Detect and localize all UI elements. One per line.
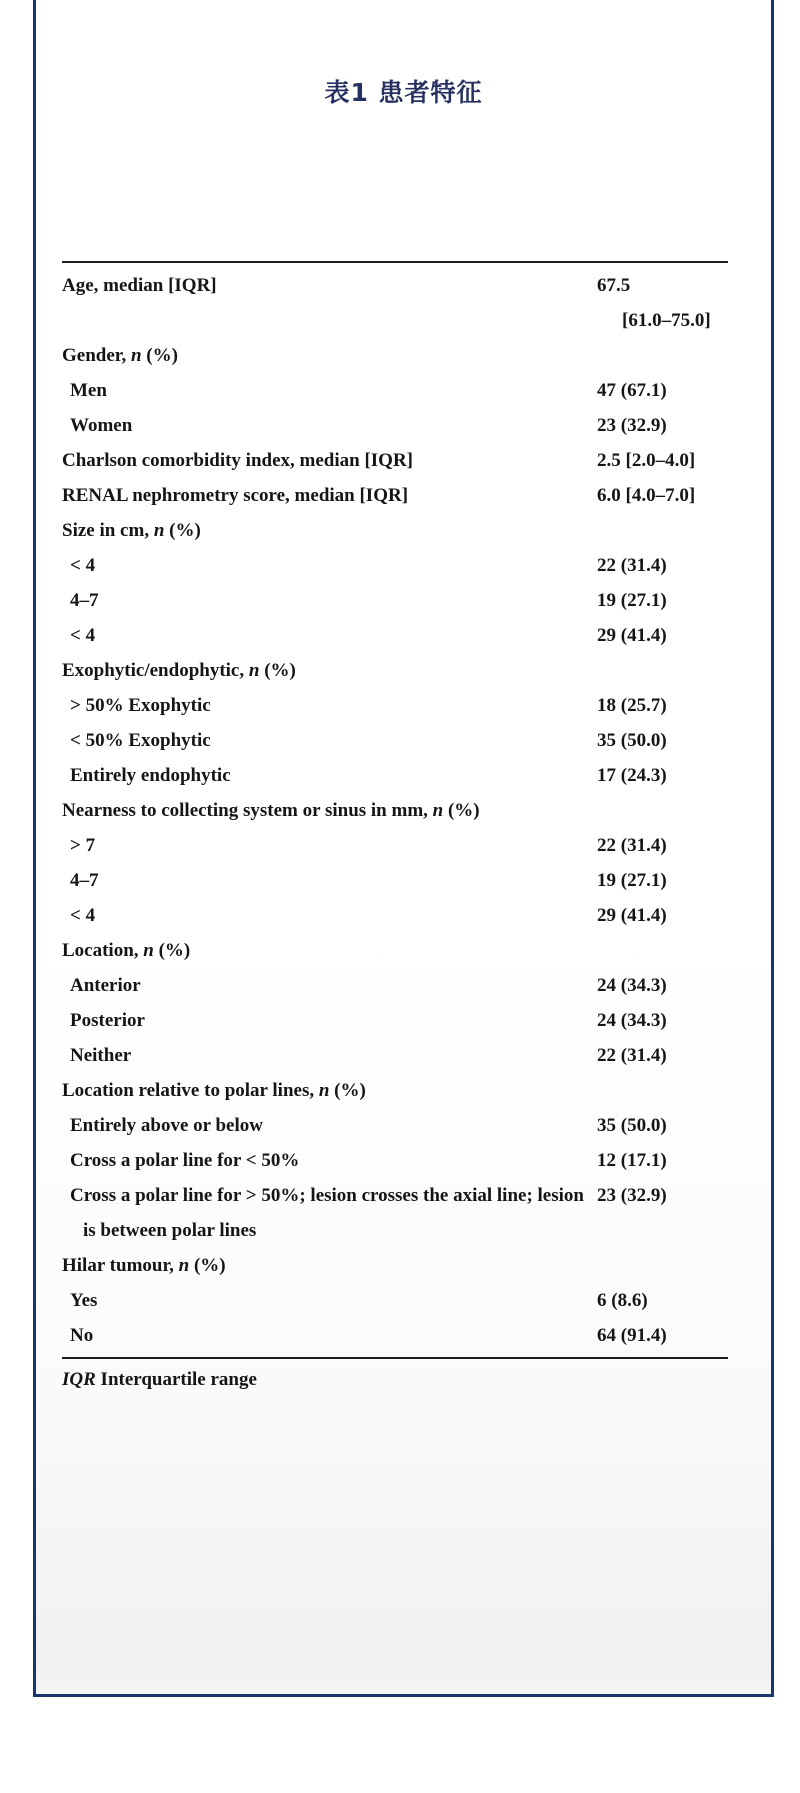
row-value-line1: 24 (34.3) <box>597 975 667 996</box>
footnote-abbreviation: IQR <box>62 1369 96 1390</box>
row-label <box>62 1143 597 1178</box>
row-label <box>62 933 597 968</box>
patient-characteristics-table <box>62 261 728 1395</box>
row-value <box>597 758 728 793</box>
table-row <box>62 793 728 828</box>
row-label-text: Size in cm, <box>62 520 154 541</box>
row-label-suffix: (%) <box>141 345 178 366</box>
row-label <box>62 1038 597 1073</box>
row-label <box>62 1283 597 1318</box>
table-footnote <box>62 1365 728 1395</box>
row-label-n-italic: n <box>143 940 154 961</box>
row-value-line1: 22 (31.4) <box>597 555 667 576</box>
row-value-line1: 17 (24.3) <box>597 765 667 786</box>
table-row <box>62 1003 728 1038</box>
row-label <box>62 1003 597 1038</box>
row-label-text: > 7 <box>70 835 96 856</box>
row-value <box>597 863 728 898</box>
row-value <box>597 653 728 688</box>
row-value <box>597 373 728 408</box>
row-label-suffix: (%) <box>259 660 296 681</box>
row-label <box>62 793 597 828</box>
table-row <box>62 758 728 793</box>
row-value-line1: 24 (34.3) <box>597 1010 667 1031</box>
row-label <box>62 1073 597 1108</box>
row-label <box>62 1318 597 1353</box>
row-label <box>62 1248 597 1283</box>
table-row <box>62 1248 728 1283</box>
row-value <box>597 408 728 443</box>
row-label-suffix: (%) <box>189 1255 226 1276</box>
row-value <box>597 618 728 653</box>
row-value <box>597 828 728 863</box>
row-label <box>62 548 597 583</box>
row-label-text: No <box>70 1325 94 1346</box>
row-label-n-italic: n <box>130 345 142 366</box>
row-value-line1: 6.0 [4.0–7.0] <box>597 485 696 506</box>
row-value-line1: 47 (67.1) <box>597 380 667 401</box>
table-row <box>62 1178 728 1248</box>
row-value-line1: 35 (50.0) <box>597 730 667 751</box>
table-row <box>62 268 728 338</box>
table-row <box>62 548 728 583</box>
row-label-text: Women <box>70 415 133 436</box>
row-value-line1: 12 (17.1) <box>597 1150 667 1171</box>
row-label-text: Yes <box>70 1290 98 1311</box>
footnote-text: Interquartile range <box>95 1369 257 1390</box>
table-row <box>62 1073 728 1108</box>
row-label-text: Entirely endophytic <box>70 765 231 786</box>
row-label-text: Nearness to collecting system or sinus in mm, <box>62 800 433 821</box>
row-label-text: Location relative to polar lines, <box>62 1080 319 1101</box>
row-label <box>62 653 597 688</box>
table-row <box>62 618 728 653</box>
table-row <box>62 898 728 933</box>
row-label-n-italic: n <box>318 1080 330 1101</box>
row-label-text: 4–7 <box>70 870 99 891</box>
row-label-suffix: (%) <box>443 800 480 821</box>
row-value <box>597 688 728 723</box>
row-label-text: Posterior <box>70 1010 145 1031</box>
row-value-line1: 22 (31.4) <box>597 1045 667 1066</box>
table-row <box>62 653 728 688</box>
row-label <box>62 338 597 373</box>
row-value-line1: 18 (25.7) <box>597 695 667 716</box>
row-label-text: < 4 <box>70 625 96 646</box>
table-bottom-rule <box>62 1357 728 1359</box>
table-row <box>62 1038 728 1073</box>
row-value <box>597 898 728 933</box>
row-label <box>62 618 597 653</box>
table-row <box>62 863 728 898</box>
row-value <box>597 1108 728 1143</box>
row-label-text: Hilar tumour, <box>62 1255 179 1276</box>
table-row <box>62 968 728 1003</box>
row-value <box>597 338 728 373</box>
row-value <box>597 1248 728 1283</box>
row-label <box>62 513 597 548</box>
row-label-text: < 50% Exophytic <box>70 730 211 751</box>
row-label <box>62 478 597 513</box>
paper-page-card <box>33 0 774 1697</box>
row-label-n-italic: n <box>432 800 444 821</box>
table-row <box>62 373 728 408</box>
row-label <box>62 1178 597 1248</box>
row-label <box>62 688 597 723</box>
row-label-text: 4–7 <box>70 590 99 611</box>
row-label-text: < 4 <box>70 555 96 576</box>
table-row <box>62 338 728 373</box>
row-label <box>62 723 597 758</box>
row-label-text: Anterior <box>70 975 141 996</box>
table-row <box>62 1283 728 1318</box>
row-label-text: Exophytic/endophytic, <box>62 660 249 681</box>
row-value-line1: 64 (91.4) <box>597 1325 667 1346</box>
row-label-text: Age, median [IQR] <box>62 275 217 296</box>
row-label-text: Cross a polar line for > 50%; lesion crosses the axial line; lesion is between polar lines <box>70 1185 584 1241</box>
row-value <box>597 1073 728 1108</box>
row-label-text: Charlson comorbidity index, median [IQR] <box>62 450 413 471</box>
row-value-line1: 67.5 <box>597 275 631 296</box>
row-label-n-italic: n <box>248 660 260 681</box>
row-label-text: Location, <box>62 940 144 961</box>
row-value-line1: 29 (41.4) <box>597 905 667 926</box>
table-row <box>62 408 728 443</box>
row-value <box>597 1003 728 1038</box>
row-value <box>597 443 728 478</box>
row-value <box>597 513 728 548</box>
row-label-suffix: (%) <box>153 940 191 961</box>
row-value <box>597 1283 728 1318</box>
row-value <box>597 478 728 513</box>
row-label <box>62 758 597 793</box>
row-value-line1: 19 (27.1) <box>597 590 667 611</box>
row-label <box>62 1108 597 1143</box>
row-value <box>597 268 728 338</box>
row-value-line2: [61.0–75.0] <box>622 310 711 331</box>
row-label-text: Men <box>70 380 107 401</box>
row-value <box>597 1178 728 1248</box>
row-value-line1: 19 (27.1) <box>597 870 667 891</box>
row-value-line1: 23 (32.9) <box>597 1185 667 1206</box>
row-value <box>597 548 728 583</box>
table-row <box>62 828 728 863</box>
row-value <box>597 793 728 828</box>
row-value <box>597 723 728 758</box>
row-label-n-italic: n <box>153 520 165 541</box>
row-value <box>597 1038 728 1073</box>
row-label <box>62 373 597 408</box>
table-row <box>62 688 728 723</box>
row-label <box>62 443 597 478</box>
row-value <box>597 1143 728 1178</box>
row-value-line1: 29 (41.4) <box>597 625 667 646</box>
table-row <box>62 583 728 618</box>
row-value <box>597 583 728 618</box>
row-value <box>597 933 728 968</box>
table-row <box>62 1318 728 1353</box>
table-row <box>62 1108 728 1143</box>
row-label-text: < 4 <box>70 905 96 926</box>
row-value <box>597 1318 728 1353</box>
table-row <box>62 513 728 548</box>
row-label <box>62 583 597 618</box>
table-caption: 表1 患者特征 <box>324 78 483 107</box>
row-label-text: Gender, <box>62 345 131 366</box>
row-label-suffix: (%) <box>164 520 201 541</box>
table-row <box>62 443 728 478</box>
table-row <box>62 933 728 968</box>
row-label <box>62 828 597 863</box>
row-label <box>62 898 597 933</box>
row-label-text: RENAL nephrometry score, median [IQR] <box>62 485 409 506</box>
row-label-text: Neither <box>70 1045 132 1066</box>
row-label <box>62 968 597 1003</box>
row-value-line1: 6 (8.6) <box>597 1290 648 1311</box>
row-label-n-italic: n <box>178 1255 190 1276</box>
row-value-line1: 23 (32.9) <box>597 415 667 436</box>
row-value-line1: 35 (50.0) <box>597 1115 667 1136</box>
row-value-line1: 22 (31.4) <box>597 835 667 856</box>
table-body <box>62 263 728 1357</box>
row-label-text: Cross a polar line for < 50% <box>70 1150 300 1171</box>
row-value-line1: 2.5 [2.0–4.0] <box>597 450 696 471</box>
table-row <box>62 723 728 758</box>
row-label <box>62 408 597 443</box>
row-label-text: Entirely above or below <box>70 1115 263 1136</box>
table-row <box>62 478 728 513</box>
row-value <box>597 968 728 1003</box>
row-label-text: > 50% Exophytic <box>70 695 211 716</box>
table-row <box>62 1143 728 1178</box>
row-label-suffix: (%) <box>329 1080 366 1101</box>
row-label <box>62 268 597 338</box>
row-label <box>62 863 597 898</box>
